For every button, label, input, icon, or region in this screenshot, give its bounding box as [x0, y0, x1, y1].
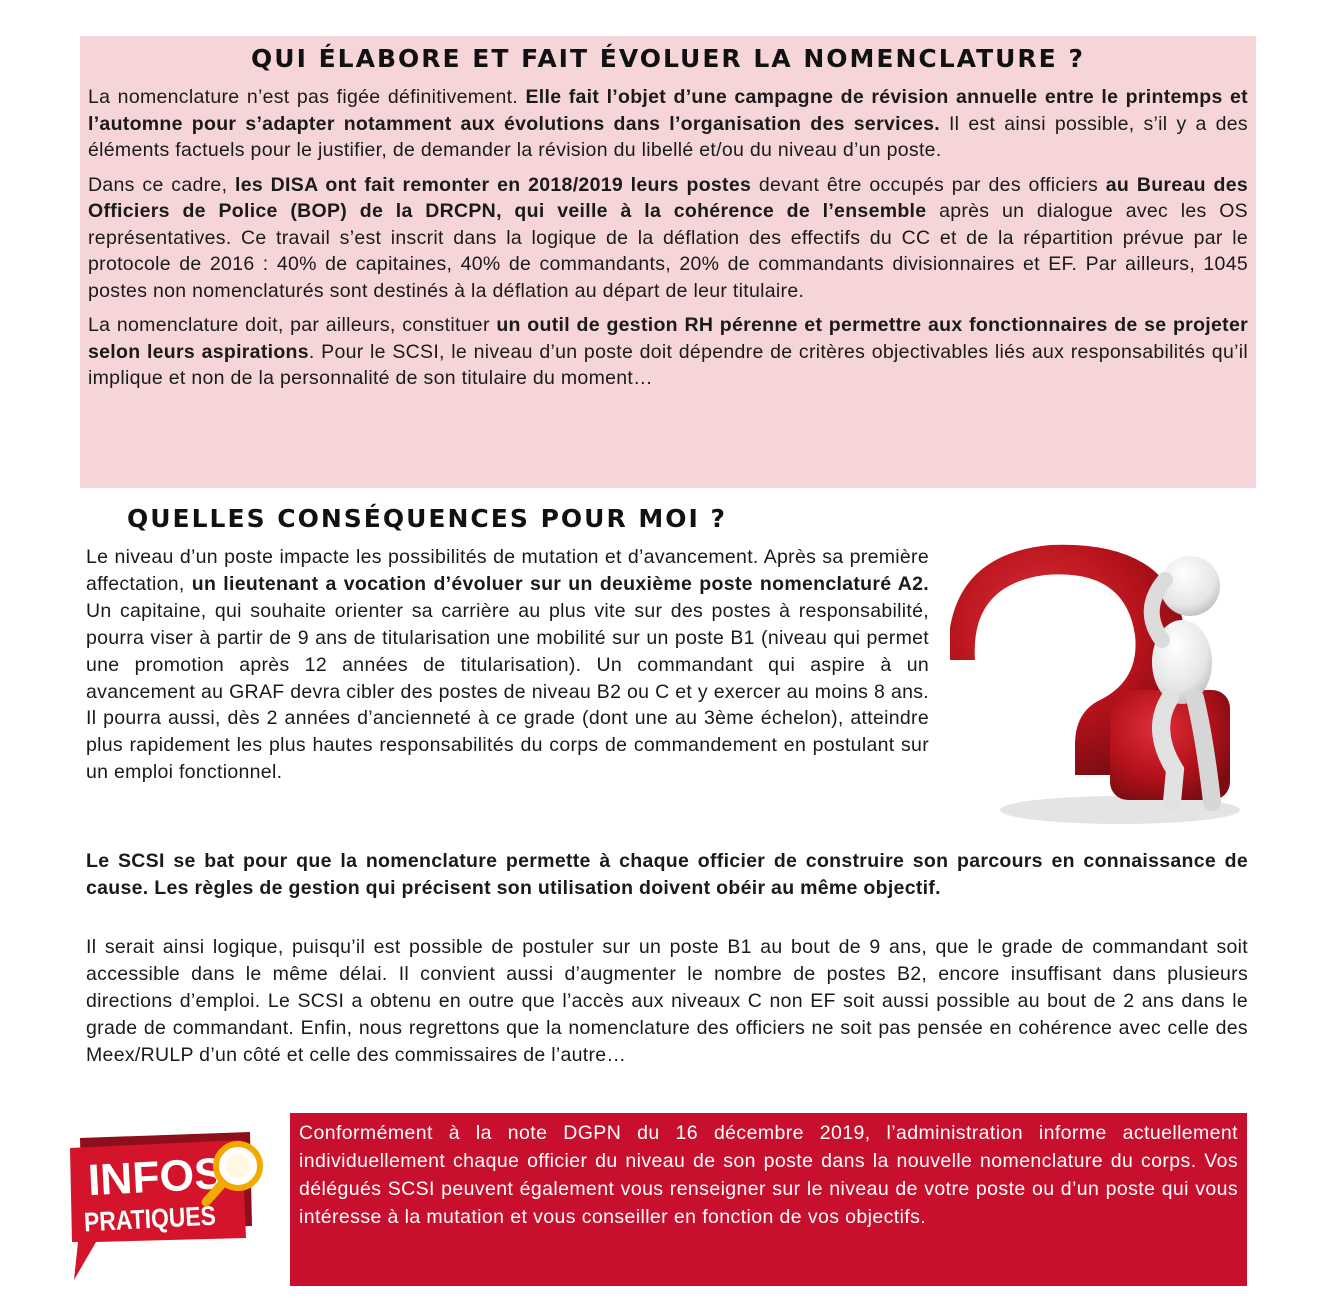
bold-run: Elle fait l’objet d’une campagne de révision annuelle entre le printemps et l’automne pour s’adapter notamment aux évolutions dans l’organisation des services. [88, 86, 1248, 135]
infos-pratiques-box [290, 1113, 1247, 1286]
infos-pratiques-badge [60, 1130, 275, 1290]
section1-paragraph-2 [88, 172, 1248, 305]
bold-run: au Bureau des Officiers de Police (BOP) de la DRCPN, qui veille à la cohérence de l’ensemble [88, 173, 1248, 222]
section2-statement [86, 848, 1248, 901]
text-run: Il est ainsi possible, s’il y a des éléments factuels pour le justifier, de demander la révision du libellé et/ou du niveau d’un poste. [88, 112, 1248, 161]
bold-run: Le SCSI se bat pour que la nomenclature permette à chaque officier de construire son parcours en connaissance de cause. Les règles de gestion qui précisent son utilisation doivent obéir au même objectif. [86, 850, 1248, 899]
badge-line-2: PRATIQUES [83, 1199, 241, 1238]
text-run: après un dialogue avec les OS représentatives. Ce travail s’est inscrit dans la logique de la déflation des effectifs du CC et de la répartition prévue par le protocole de 2016 : 40% de capitaines, 40% de commandants, 20% de commandants divisionnaires et EF. Par ailleurs, 1045 postes non nomenclaturés sont destinés à la déflation au départ de leur titulaire. [88, 200, 1248, 302]
text-run: Un capitaine, qui souhaite orienter sa carrière au plus vite sur des postes à responsabilité, pourra viser à partir de 9 ans de titularisation une mobilité sur un poste B1 (niveau qui permet une promotion après 12 années de titularisation). Un commandant qui aspire à un avancement au GRAF devra cibler des postes de niveau B2 ou C et y exercer au moins 8 ans. Il pourra aussi, dès 2 années d’ancienneté à ce grade (dont une au 3ème échelon), atteindre plus rapidement les plus hautes responsabilités du corps de commandement en postulant sur un emploi fonctionnel. [86, 599, 929, 784]
section2-title: QUELLES CONSÉQUENCES POUR MOI ? [127, 504, 728, 533]
infos-pratiques-text: Conformément à la note DGPN du 16 décembre 2019, l’administration informe actuellement individuellement chaque officier du niveau de son poste dans la nouvelle nomenclature du corps. Vos délégués SCSI peuvent également vous renseigner sur le niveau de votre poste ou d’un poste qui vous intéresse à la mutation et vous conseiller en fonction de vos objectifs. [299, 1122, 1238, 1228]
badge-text [83, 1149, 241, 1238]
bold-run: un outil de gestion RH pérenne et permettre aux fonctionnaires de se projeter selon leurs aspirations [88, 314, 1248, 363]
section1-paragraph-3 [88, 312, 1248, 392]
text-run: Le niveau d’un poste impacte les possibilités de mutation et d’avancement. Après sa première affectation, [86, 546, 929, 595]
bold-run: les DISA ont fait remonter en 2018/2019 leurs postes [234, 173, 752, 196]
section1-title: QUI ÉLABORE ET FAIT ÉVOLUER LA NOMENCLATURE ? [251, 44, 1085, 73]
text-run: . Pour le SCSI, le niveau d’un poste doit dépendre de critères objectivables liés aux responsabilités qu’il implique et non de la personnalité de son titulaire du moment… [88, 340, 1248, 389]
text-run: Dans ce cadre, [88, 173, 235, 196]
text-run: La nomenclature n’est pas figée définitivement. [88, 86, 526, 108]
text-run: La nomenclature doit, par ailleurs, constituer [88, 314, 497, 336]
question-mark-figure-illustration [950, 540, 1250, 832]
section-nomenclature-elaboration [80, 36, 1256, 488]
section1-paragraph-1 [88, 84, 1248, 164]
bold-run: un lieutenant a vocation d’évoluer sur un deuxième poste nomenclaturé A2. [191, 572, 929, 595]
section2-paragraph-3: Il serait ainsi logique, puisqu’il est possible de postuler sur un poste B1 au bout de 9 ans, que le grade de commandant soit accessible dans le même délai. Il convient aussi d’augmenter le nombre de postes B2, encore insuffisant dans plusieurs directions d’emploi. Le SCSI a obtenu en outre que l’accès aux niveaux C non EF soit aussi possible au bout de 2 ans dans le grade de commandant. Enfin, nous regrettons que la nomenclature des officiers ne soit pas pensée en cohérence avec celle des Meex/RULP d’un côté et celle des commissaires de l’autre… [86, 936, 1248, 1066]
badge-line-1: INFOS [86, 1149, 224, 1206]
text-run: devant être occupés par des officiers [751, 173, 1106, 196]
section2-paragraph-1 [86, 544, 929, 786]
